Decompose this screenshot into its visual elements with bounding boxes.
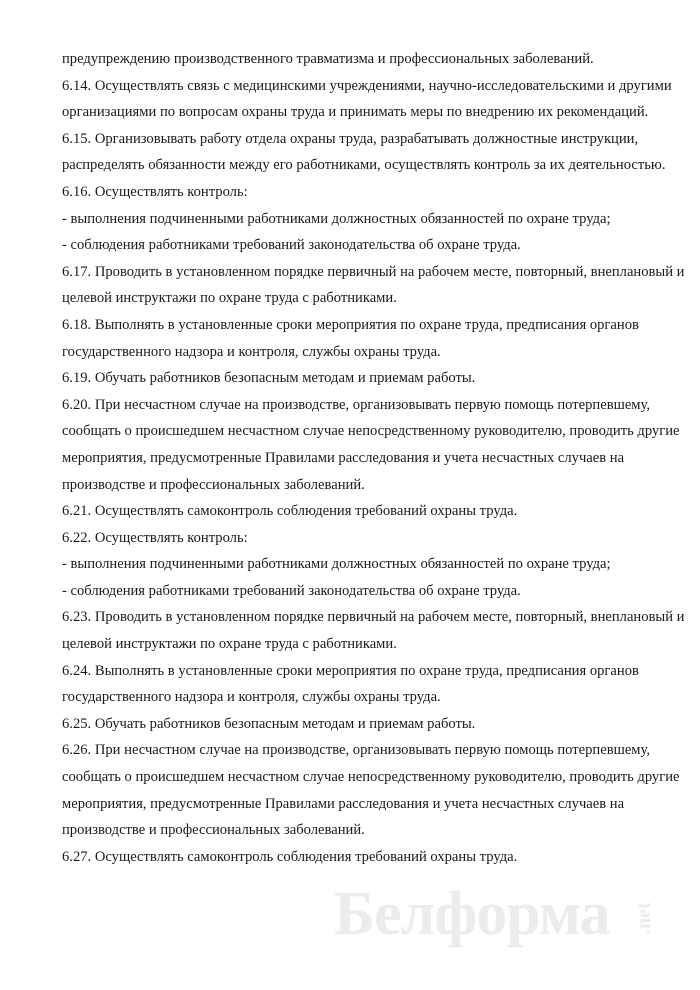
text-line: целевой инструктажи по охране труда с работниками. [62, 636, 397, 653]
text-line: предупреждению производственного травматизма и профессиональных заболеваний. [62, 51, 594, 67]
text-line: 6.22. Осуществлять контроль: [62, 529, 248, 546]
text-line: организациями по вопросам охраны труда и принимать меры по внедрению их рекомендаций. [62, 104, 649, 121]
text-line: - соблюдения работниками требований законодательства об охране труда. [62, 237, 521, 254]
text-line: производстве и профессиональных заболеваний. [62, 822, 365, 839]
text-line: 6.17. Проводить в установленном порядке первичный на рабочем месте, повторный, внеплановый и [62, 263, 685, 280]
text-line: 6.25. Обучать работников безопасным методам и приемам работы. [62, 715, 476, 732]
text-line: - выполнения подчиненными работниками должностных обязанностей по охране труда; [62, 210, 611, 227]
text-line: 6.26. При несчастном случае на производстве, организовывать первую помощь потерпевшему, [62, 742, 651, 759]
text-line: сообщать о происшедшем несчастном случае непосредственному руководителю, проводить другие [62, 769, 680, 786]
text-line: мероприятия, предусмотренные Правилами расследования и учета несчастных случаев на [62, 449, 625, 466]
watermark-suffix: .net [633, 902, 655, 934]
text-line: 6.18. Выполнять в установленные сроки мероприятия по охране труда, предписания органов [62, 316, 639, 333]
text-line: государственного надзора и контроля, службы охраны труда. [62, 689, 441, 706]
text-line: - соблюдения работниками требований законодательства об охране труда. [62, 582, 521, 599]
text-line: - выполнения подчиненными работниками должностных обязанностей по охране труда; [62, 556, 611, 573]
text-line: 6.23. Проводить в установленном порядке первичный на рабочем месте, повторный, внеплановый и [62, 609, 685, 626]
text-line: 6.24. Выполнять в установленные сроки мероприятия по охране труда, предписания органов [62, 662, 639, 679]
text-line: 6.15. Организовывать работу отдела охраны труда, разрабатывать должностные инструкции, [62, 130, 639, 147]
text-line: целевой инструктажи по охране труда с работниками. [62, 290, 397, 307]
watermark-text: Белформа [334, 880, 610, 948]
document-body [62, 46, 685, 870]
text-line: 6.16. Осуществлять контроль: [62, 183, 248, 200]
text-line: 6.14. Осуществлять связь с медицинскими учреждениями, научно-исследовательскими и другими [62, 77, 672, 94]
text-line: распределять обязанности между его работниками, осуществлять контроль за их деятельностью. [62, 157, 666, 174]
text-line: мероприятия, предусмотренные Правилами расследования и учета несчастных случаев на [62, 795, 625, 812]
text-line: 6.20. При несчастном случае на производстве, организовывать первую помощь потерпевшему, [62, 396, 651, 413]
text-line: государственного надзора и контроля, службы охраны труда. [62, 343, 441, 360]
belforma-watermark-logo [332, 872, 672, 952]
text-line: производстве и профессиональных заболеваний. [62, 476, 365, 493]
text-line: 6.21. Осуществлять самоконтроль соблюдения требований охраны труда. [62, 503, 518, 520]
text-line: сообщать о происшедшем несчастном случае непосредственному руководителю, проводить другие [62, 423, 680, 440]
text-line: 6.27. Осуществлять самоконтроль соблюдения требований охраны труда. [62, 848, 518, 865]
text-line: 6.19. Обучать работников безопасным методам и приемам работы. [62, 370, 476, 387]
